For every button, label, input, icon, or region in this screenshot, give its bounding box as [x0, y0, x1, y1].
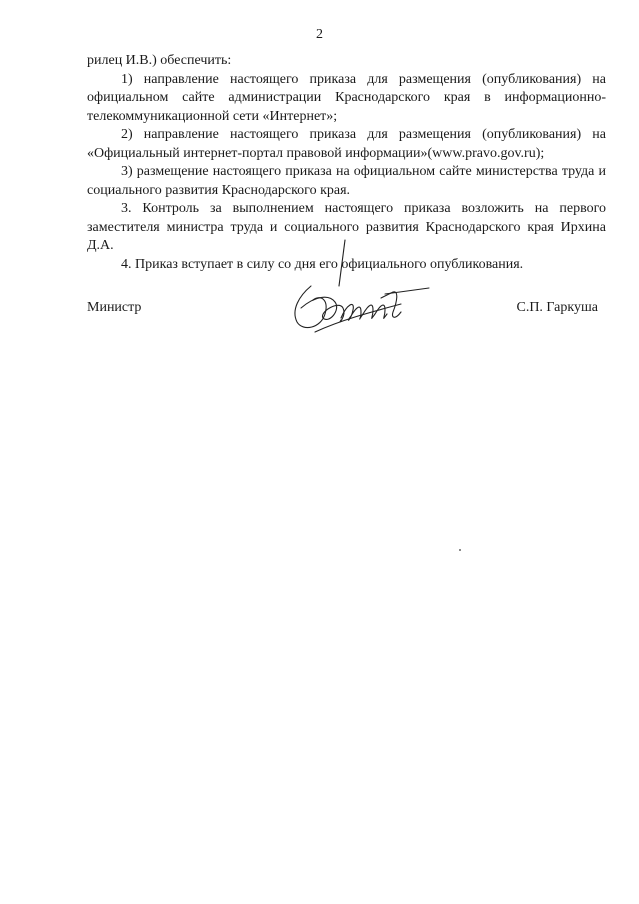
paragraph-control: 3. Контроль за выполнением настоящего приказа возложить на первого заместителя министра труда и социального развития Краснодарского края Ирхина Д.А.	[87, 201, 606, 253]
signer-role: Министр	[87, 300, 142, 315]
page-number: 2	[316, 27, 323, 42]
paragraph-intro: рилец И.В.) обеспечить:	[87, 53, 232, 68]
paragraph-item-1: 1) направление настоящего приказа для размещения (опубликования) на официальном сайте администрации Краснодарского края в информационно-телекоммуникационной сети «Интернет»;	[87, 71, 606, 124]
scan-speck	[459, 549, 461, 551]
paragraph-effective: 4. Приказ вступает в силу со дня его официального опубликования.	[121, 256, 524, 272]
handwritten-signature	[281, 238, 431, 338]
paragraph-item-3: 3) размещение настоящего приказа на официальном сайте министерства труда и социального развития Краснодарского края.	[87, 164, 606, 198]
paragraph-item-2: 2) направление настоящего приказа для размещения (опубликования) на «Официальный интернет-портал правовой информации»(www.pravo.gov.ru);	[87, 127, 606, 161]
signer-name: С.П. Гаркуша	[516, 300, 598, 315]
